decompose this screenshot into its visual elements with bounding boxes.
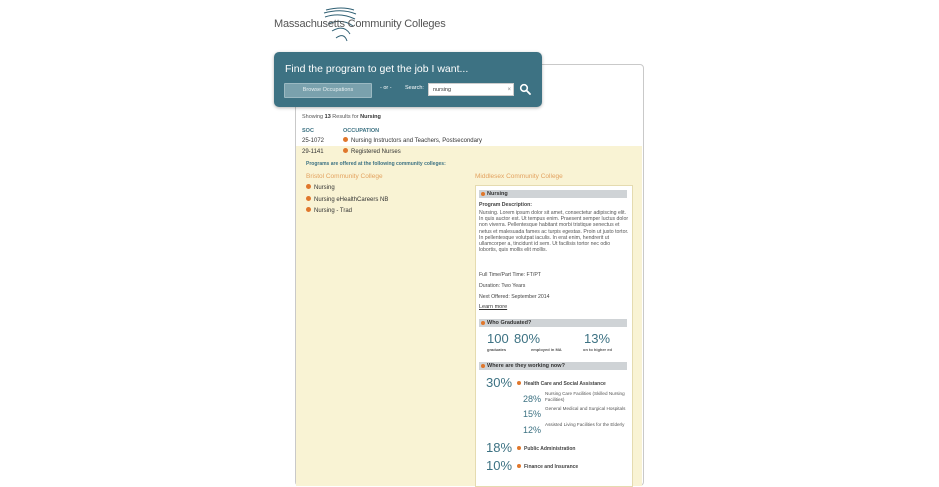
bullet-icon — [517, 446, 521, 450]
learn-more-link[interactable]: Learn more — [479, 304, 508, 310]
program-description-label: Program Description: — [479, 202, 533, 208]
results-summary — [302, 114, 381, 120]
program-link[interactable] — [306, 208, 352, 214]
occupation-label: Nursing Instructors and Teachers, Postsecondary — [351, 138, 482, 145]
bullet-icon — [481, 321, 485, 325]
where-working-title: Where are they working now? — [487, 363, 565, 369]
industry-label — [517, 446, 575, 452]
industry-pct: 18% — [486, 440, 513, 455]
sub-industry-label: Nursing Care Facilities (Skilled Nursing Facilities) — [545, 391, 625, 402]
stat-label: graduates — [487, 347, 507, 352]
logo-text: Massachusetts Community Colleges — [274, 18, 446, 30]
full-time-part-time: Full Time/Part Time: FT/PT — [479, 272, 541, 278]
search-title: Find the program to get the job I want... — [285, 63, 469, 75]
who-graduated-bar — [479, 319, 627, 327]
occupation-label: Registered Nurses — [351, 149, 401, 156]
sub-industry-label: General Medical and Surgical Hospitals — [545, 406, 626, 411]
search-input[interactable] — [428, 83, 514, 96]
industry-label — [517, 381, 606, 387]
bullet-icon — [306, 207, 311, 212]
bullet-icon — [306, 184, 311, 189]
sub-industry-pct: 12% — [523, 425, 542, 435]
program-label: Nursing eHealthCareers NB — [314, 197, 389, 204]
results-count: 13 — [324, 114, 331, 120]
or-text: - or - — [380, 85, 392, 91]
bullet-icon — [481, 192, 485, 196]
program-title: Nursing — [487, 191, 508, 197]
search-icon[interactable] — [519, 83, 531, 95]
occupation-link[interactable] — [343, 149, 401, 155]
bullet-icon — [343, 148, 348, 153]
program-link[interactable] — [306, 197, 388, 203]
duration: Duration: Two Years — [479, 283, 526, 289]
clear-search-icon[interactable]: × — [507, 87, 511, 93]
search-input-value: nursing — [433, 87, 452, 93]
column-header-occupation: OCCUPATION — [343, 128, 380, 134]
next-offered: Next Offered: September 2014 — [479, 294, 550, 300]
program-label: Nursing - Trad — [314, 208, 353, 215]
sub-industry-label: Assisted Living Facilities for the Elderly — [545, 422, 625, 427]
industry-pct: 10% — [486, 458, 513, 473]
program-link[interactable] — [306, 185, 335, 191]
industry-name: Public Administration — [524, 446, 576, 452]
stat-value: 80% — [514, 331, 541, 346]
results-prefix: Showing — [302, 114, 325, 120]
college-name-left: Bristol Community College — [306, 173, 383, 180]
industry-name: Finance and Insurance — [524, 464, 579, 470]
stat-value: 13% — [584, 331, 611, 346]
offered-text: Programs are offered at the following community colleges: — [306, 161, 446, 167]
program-title-bar — [479, 190, 627, 198]
stat-value: 100 — [487, 331, 509, 346]
industry-name: Health Care and Social Assistance — [524, 381, 606, 387]
where-working-bar — [479, 362, 627, 370]
results-query: Nursing — [360, 114, 381, 120]
row-soc: 25-1072 — [302, 138, 325, 144]
college-name-right: Middlesex Community College — [475, 173, 563, 180]
browse-occupations-button[interactable]: Browse Occupations — [284, 83, 372, 98]
sub-industry-pct: 28% — [523, 394, 542, 404]
search-label: Search: — [405, 85, 424, 91]
row-soc: 29-1141 — [302, 149, 324, 155]
stat-label: employed in MA — [531, 347, 562, 352]
program-description: Nursing. Lorem ipsum dolor sit amet, consectetur adipiscing elit. In quis auctor est. Ut tempus enim. Praesent semper luctus dolor non viverra. Pellentesque habitant morbi tristique senectus et netus et malesuada fames ac turpis egestas. Proin ut justo tortor. In pellentesque volutpat iaculis. In erat enim, hendrerit ut ullamcorper a, tincidunt id sem. Ut facilisis tortor nec odio lobortis, quis mollis elit mollis. — [479, 210, 629, 254]
occupation-link[interactable] — [343, 138, 482, 144]
bullet-icon — [481, 364, 485, 368]
sub-industry-pct: 15% — [523, 409, 542, 419]
column-header-soc: SOC — [302, 128, 314, 134]
program-label: Nursing — [314, 185, 335, 192]
stat-label: on to higher ed — [583, 347, 612, 352]
bullet-icon — [306, 196, 311, 201]
search-box — [274, 52, 542, 107]
industry-label — [517, 464, 578, 470]
bullet-icon — [343, 137, 348, 142]
bullet-icon — [517, 464, 521, 468]
logo — [270, 4, 446, 44]
industry-pct: 30% — [486, 375, 513, 390]
who-graduated-title: Who Graduated? — [487, 320, 532, 326]
results-mid: Results for — [330, 114, 361, 120]
bullet-icon — [517, 381, 521, 385]
